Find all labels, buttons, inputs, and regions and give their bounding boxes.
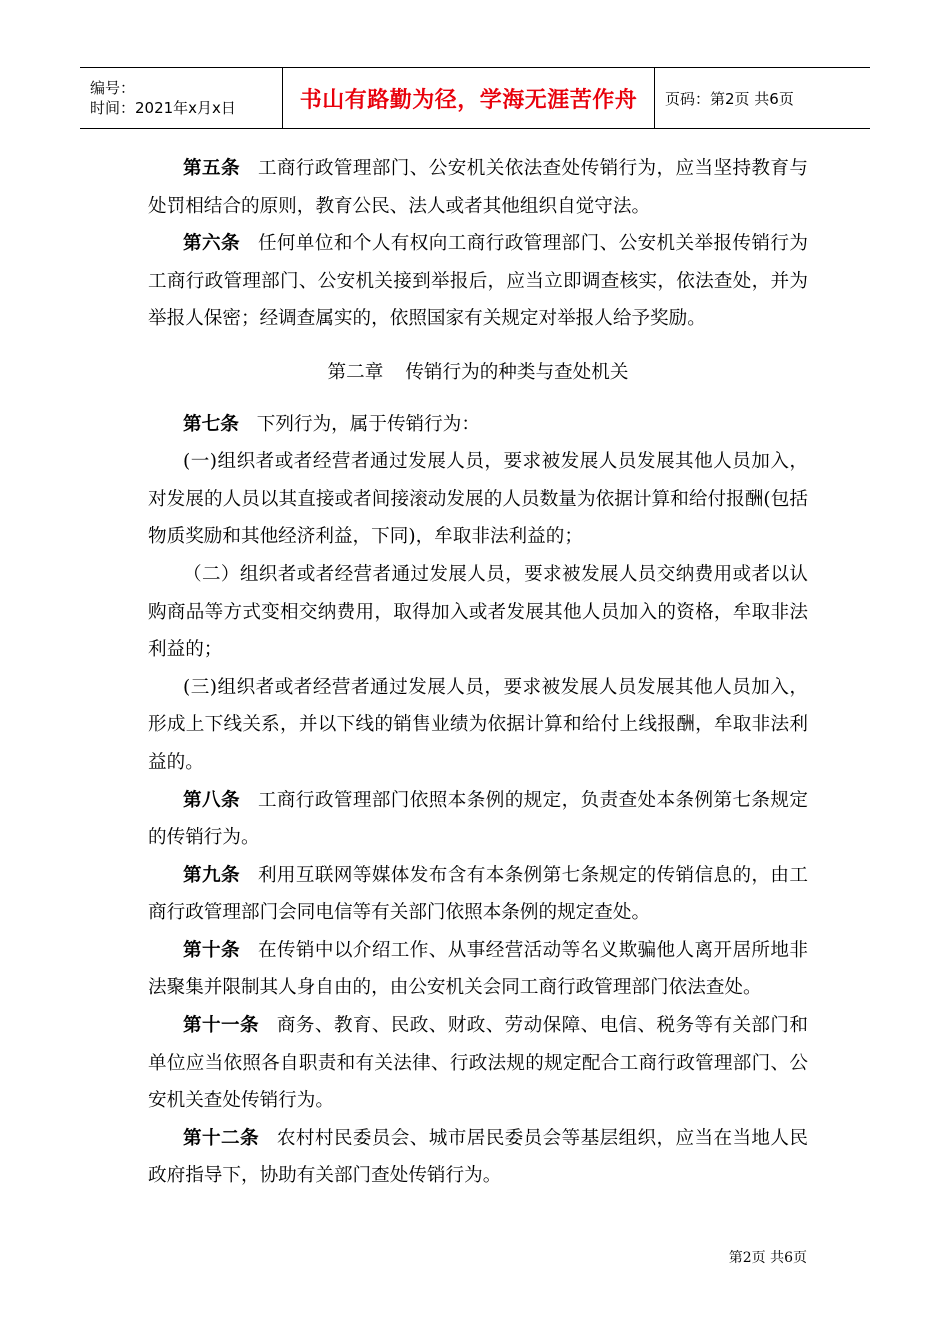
article-6 (148, 225, 808, 338)
article-text: 在传销中以介绍工作、从事经营活动等名义欺骗他人离开居所地非法聚集并限制其人身自由的，由公安机关会同工商行政管理部门依法查处。 (148, 939, 808, 999)
chapter-heading (148, 354, 808, 392)
article-text: 任何单位和个人有权向工商行政管理部门、公安机关举报传销行为工商行政管理部门、公安机关接到举报后，应当立即调查核实，依法查处，并为举报人保密；经调查属实的，依照国家有关规定对举报人给予奖励。 (148, 233, 808, 330)
article-7-item-1: (一)组织者或者经营者通过发展人员，要求被发展人员发展其他人员加入，对发展的人员以其直接或者间接滚动发展的人员数量为依据计算和给付报酬(包括物质奖励和其他经济利益，下同)，牟取非法利益的； (148, 451, 808, 548)
header-motto-cell (282, 68, 655, 128)
article-title: 第十二条 (183, 1127, 259, 1149)
article-text: 工商行政管理部门、公安机关依法查处传销行为，应当坚持教育与处罚相结合的原则，教育公民、法人或者其他组织自觉守法。 (148, 158, 808, 217)
article-title: 第十一条 (183, 1015, 259, 1037)
article-title: 第七条 (183, 413, 239, 435)
article-10 (148, 932, 808, 1007)
page-footer: 第2页 共6页 (728, 1250, 807, 1266)
article-text: 商务、教育、民政、财政、劳动保障、电信、税务等有关部门和单位应当依照各自职责和有关法律、行政法规的规定配合工商行政管理部门、公安机关查处传销行为。 (148, 1015, 808, 1112)
article-7-item-3: (三)组织者或者经营者通过发展人员，要求被发展人员发展其他人员加入，形成上下线关系，并以下线的销售业绩为依据计算和给付上线报酬，牟取非法利益的。 (148, 676, 808, 773)
article-5 (148, 150, 808, 225)
page-header (80, 67, 870, 129)
article-text: 利用互联网等媒体发布含有本条例第七条规定的传销信息的，由工商行政管理部门会同电信等有关部门依照本条例的规定查处。 (148, 864, 808, 924)
date-label: 时间：2021年x月x日 (90, 99, 236, 117)
article-title: 第八条 (183, 789, 240, 811)
article-title: 第九条 (183, 864, 240, 886)
article-11 (148, 1007, 808, 1120)
document-body (148, 150, 808, 1195)
article-12 (148, 1120, 808, 1195)
article-7 (148, 406, 808, 444)
article-title: 第六条 (183, 233, 240, 255)
header-page-cell (655, 68, 870, 128)
article-text: 农村村民委员会、城市居民委员会等基层组织，应当在当地人民政府指导下，协助有关部门查处传销行为。 (148, 1127, 808, 1187)
serial-label: 编号： (90, 79, 136, 97)
motto: 书山有路勤为径，学海无涯苦作舟 (299, 87, 638, 113)
chapter-title: 传销行为的种类与查处机关 (405, 361, 629, 383)
article-8 (148, 782, 808, 857)
article-title: 第十条 (183, 939, 240, 961)
header-meta (80, 68, 282, 128)
chapter-number: 第二章 (327, 361, 384, 383)
article-9 (148, 857, 808, 932)
article-7-item-2: （二）组织者或者经营者通过发展人员，要求被发展人员交纳费用或者以认购商品等方式变相交纳费用，取得加入或者发展其他人员加入的资格，牟取非法利益的； (148, 563, 808, 661)
header-page-label: 页码：第2页 共6页 (665, 89, 794, 108)
article-text: 下列行为，属于传销行为： (256, 413, 480, 435)
article-text: 工商行政管理部门依照本条例的规定，负责查处本条例第七条规定的传销行为。 (148, 789, 808, 849)
article-title: 第五条 (183, 158, 240, 179)
